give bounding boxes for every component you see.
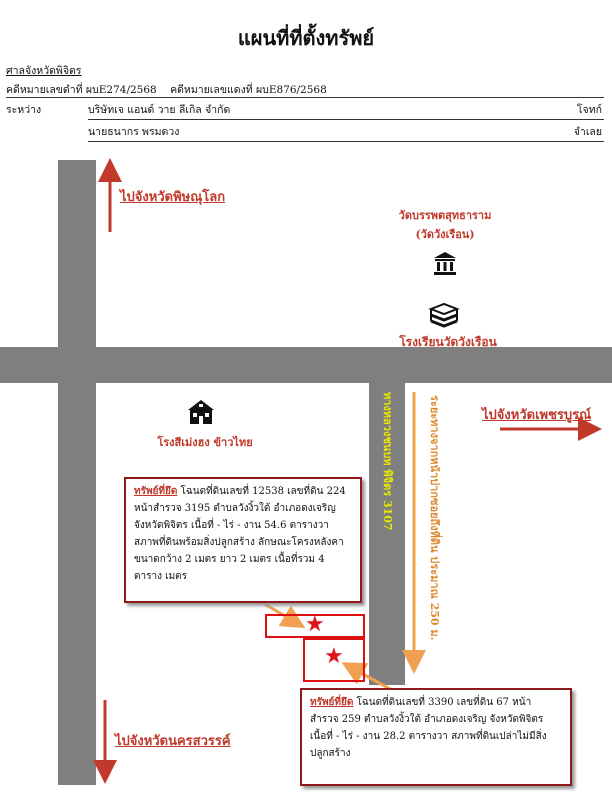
direction-north: ไปจังหวัดพิษณุโลก (120, 190, 226, 205)
plaintiff-role: โจทก์ (576, 104, 602, 116)
temple-name: วัดบรรพตสุทธาราม (398, 209, 492, 222)
case-black-number: ผบE274/2568 (85, 84, 157, 96)
defendant-name: นายธนากร พรมดวง (88, 126, 180, 138)
rice-mill-name: โรงสีเม่งฮง ข้าวไทย (157, 436, 253, 449)
property-description: โฉนดที่ดินเลขที่ 12538 เลขที่ดิน 224 หน้าสำรวจ 3195 ตำบลวังงิ้วใต้ อำเภอดงเจริญ จังหวัดพิจิตร เนื้อที่ - ไร่ - งาน 54.6 ตารางวา สภาพที่ดินพร้อมสิ่งปลูกสร้าง ลักษณะโครงหลังคา ขนาดกว้าง 2 เมตร ยาว 2 เมตร เนื้อที่รวม 4 ตาราง เมตร (134, 486, 346, 582)
case-red-number: ผบE876/2568 (256, 84, 327, 96)
property-info-box-1 (124, 477, 362, 603)
temple-alias: (วัดวังเรือน) (415, 228, 475, 241)
property-info-box-2 (300, 688, 572, 786)
road-label: ทางหลวงชนบท พิจิตร 3107 (381, 392, 394, 531)
case-black-label: คดีหมายเลขดำที่ (6, 84, 83, 96)
direction-east: ไปจังหวัดเพชรบูรณ์ (482, 408, 592, 423)
property-description: โฉนดที่ดินเลขที่ 3390 เลขที่ดิน 67 หน้า สำรวจ 259 ตำบลวังงิ้วใต้ อำเภอดงเจริญ จังหวัดพิจิตร เนื้อที่ - ไร่ - งาน 28.2 ตารางวา สภาพที่ดินเปล่าไม่มีสิ่งปลูกสร้าง (310, 697, 547, 759)
direction-south: ไปจังหวัดนครสวรรค์ (115, 734, 231, 749)
property-tag: ทรัพย์ที่ยึด (134, 486, 178, 497)
school-icon (428, 300, 460, 332)
star-icon: ★ (305, 612, 325, 637)
defendant-role: จำเลย (573, 126, 602, 138)
plaintiff-name: บริษัทเจ แอนด์ วาย ลีเกิล จำกัด (88, 104, 231, 116)
page-title: แผนที่ที่ตั้งทรัพย์ (237, 26, 375, 50)
property-tag: ทรัพย์ที่ยึด (310, 697, 354, 708)
court-name: ศาลจังหวัดพิจิตร (6, 65, 82, 77)
distance-label: ระยะทางจากหน้าปากซอยถึงที่ดิน ประมาณ 250 ม. (428, 395, 441, 641)
case-red-label: คดีหมายเลขแดงที่ (170, 84, 253, 96)
rice-mill-icon (186, 398, 216, 426)
between-label: ระหว่าง (6, 104, 42, 116)
temple-icon (432, 250, 458, 276)
school-name: โรงเรียนวัดวังเรือน (399, 335, 497, 349)
star-icon: ★ (324, 644, 344, 669)
